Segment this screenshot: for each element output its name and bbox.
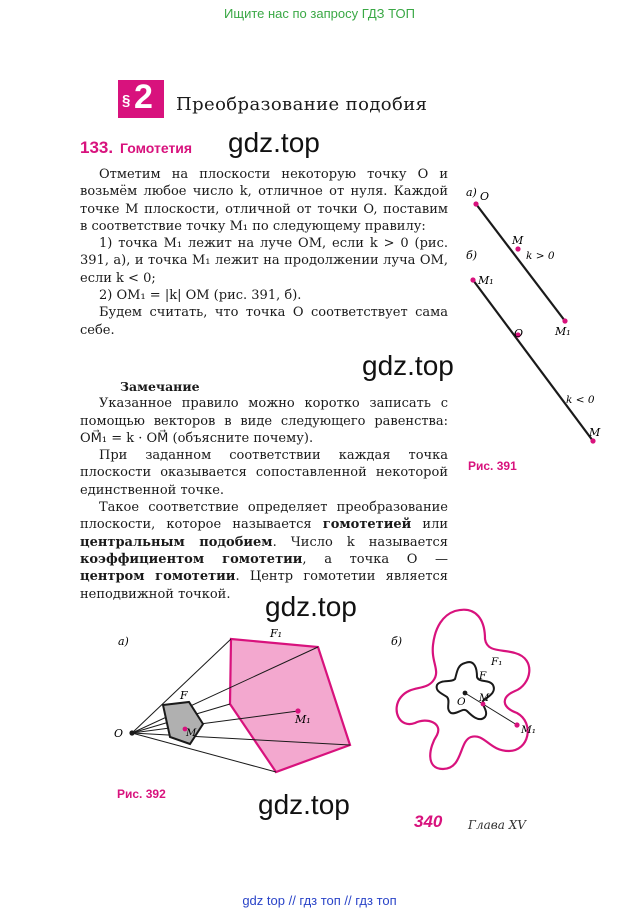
section-symbol: § <box>122 92 131 109</box>
paragraph: 2) OM₁ = |k| OM (рис. 391, б). <box>99 288 302 304</box>
fig391-label-kneg: k < 0 <box>566 394 595 406</box>
fig392a-label-o: O <box>114 727 124 740</box>
fig391-label-o: O <box>480 190 490 203</box>
top-banner[interactable]: Ищите нас по запросу ГДЗ ТОП <box>224 6 415 21</box>
fig392a-label-f1: F₁ <box>270 627 283 640</box>
figure-391 <box>460 180 610 450</box>
fig391-point-m <box>515 246 520 251</box>
fig391-point-m1b <box>470 277 475 282</box>
fig392a-label-m: M <box>186 728 197 739</box>
fig392a-label-m1: M₁ <box>295 713 311 726</box>
paragraph: Указанное правило можно коротко записать с помощью векторов в виде следующего равенства: OM⃗₁ = k · OM⃗ (объясните почему). <box>80 396 448 446</box>
fig392b-label-m: M <box>479 693 490 704</box>
paragraph: 1) точка M₁ лежит на луче OM, если k > 0 (рис. 391, а), и точка M₁ лежит на продолжении луча OM, если k < 0; <box>80 236 448 286</box>
term-homothety: гомотетией <box>322 517 412 533</box>
figure-392b <box>385 605 565 780</box>
fig392-figure-f <box>163 702 203 744</box>
paragraph: При заданном соответствии каждая точка плоскости оказывается сопоставленной некоторой единственной точке. <box>80 448 448 498</box>
fig392b-label-f1: F₁ <box>491 656 503 668</box>
fig392b-point-m1 <box>514 722 519 727</box>
paragraph: Такое соответствие определяет преобразование плоскости, которое называется гомотетией или центральным подобием. Число k называется коэффициентом гомотетии, а точка O — центром гомотетии. Центр гомотетии является неподвижной точкой. <box>80 500 448 602</box>
fig392-figure-f1 <box>230 639 350 772</box>
fig391-label-m: M <box>512 234 524 247</box>
fig391-label-b: б) <box>466 249 478 262</box>
paragraph: Будем считать, что точка O соответствует сама себе. <box>80 305 448 338</box>
fig391-caption: Рис. 391 <box>468 459 517 473</box>
fig391-label-a: а) <box>466 186 477 199</box>
fig392a-label-f: F <box>180 689 188 702</box>
fig391-label-mb: M <box>589 426 601 439</box>
topic-title: Гомотетия <box>120 140 193 156</box>
fig391-point-o <box>473 201 478 206</box>
fig391-point-mb <box>590 438 595 443</box>
fig391-label-kpos: k > 0 <box>526 250 555 262</box>
fig392b-label-b: б) <box>391 635 403 648</box>
footer-links[interactable]: gdz top // гдз топ // гдз топ <box>242 893 397 908</box>
term-center: центром гомотетии <box>80 569 236 585</box>
note-block <box>80 378 448 603</box>
fig391-label-m1: M₁ <box>555 325 571 338</box>
paragraph: Отметим на плоскости некоторую точку O и возьмём любое число k, отличное от нуля. Каждой точке M плоскости, отличной от точки O, поставим в соответствие точку M₁ по следующему правилу: <box>80 167 448 234</box>
fig392-caption: Рис. 392 <box>117 787 166 801</box>
fig392b-label-m1: M₁ <box>521 724 536 736</box>
term-coefficient: коэффициентом гомотетии <box>80 551 303 567</box>
topic-number: 133. <box>80 138 114 157</box>
main-text <box>80 166 448 339</box>
section-title: Преобразование подобия <box>176 94 428 115</box>
section-number: 2 <box>134 78 153 116</box>
fig391-point-m1 <box>562 318 567 323</box>
figure-392a <box>110 625 370 785</box>
fig391-line-b <box>473 280 593 441</box>
fig392b-label-o: O <box>457 696 466 708</box>
watermark: gdz.top <box>265 591 357 622</box>
watermark: gdz.top <box>228 127 320 158</box>
section-badge <box>118 80 164 118</box>
page-number: 340 <box>414 812 443 831</box>
fig391-label-ob: O <box>514 327 524 340</box>
term-central-similarity: центральным подобием <box>80 534 273 550</box>
watermark: gdz.top <box>362 350 454 381</box>
fig392a-point-o <box>129 730 134 735</box>
watermark: gdz.top <box>258 789 350 820</box>
fig392b-point-o <box>463 691 468 696</box>
fig392b-label-f: F <box>479 670 487 682</box>
fig392b-figure-f1 <box>397 610 530 769</box>
chapter-label: Глава XV <box>468 818 526 832</box>
note-title: Замечание <box>120 379 200 394</box>
fig391-label-m1b: M₁ <box>478 274 494 287</box>
fig392a-label-a: а) <box>118 635 129 648</box>
